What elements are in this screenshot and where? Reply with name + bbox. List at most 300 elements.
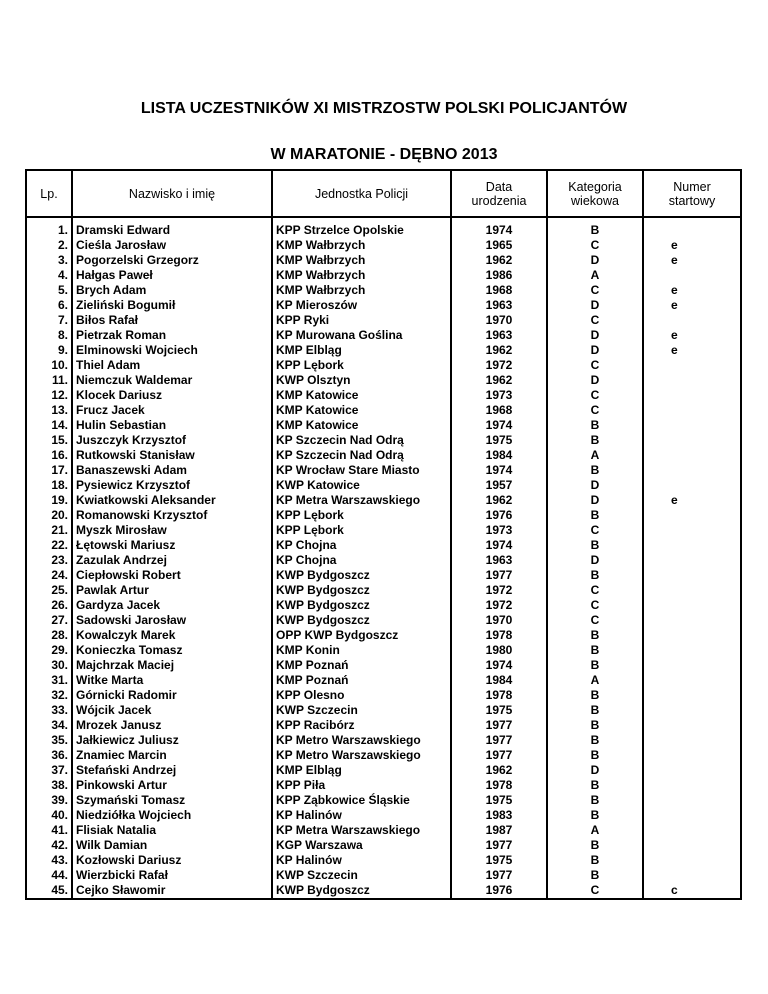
cell-category: A bbox=[547, 673, 643, 688]
cell-birth-year: 1974 bbox=[451, 217, 547, 238]
cell-unit: KPP Racibórz bbox=[272, 718, 451, 733]
cell-category: B bbox=[547, 778, 643, 793]
cell-category: B bbox=[547, 508, 643, 523]
cell-start-number bbox=[643, 703, 741, 718]
cell-lp: 5. bbox=[26, 283, 72, 298]
cell-unit: KMP Poznań bbox=[272, 658, 451, 673]
cell-name: Pogorzelski Grzegorz bbox=[72, 253, 272, 268]
cell-lp: 35. bbox=[26, 733, 72, 748]
cell-lp: 44. bbox=[26, 868, 72, 883]
cell-name: Jałkiewicz Juliusz bbox=[72, 733, 272, 748]
cell-name: Kwiatkowski Aleksander bbox=[72, 493, 272, 508]
cell-birth-year: 1974 bbox=[451, 463, 547, 478]
cell-name: Dramski Edward bbox=[72, 217, 272, 238]
cell-birth-year: 1970 bbox=[451, 313, 547, 328]
cell-birth-year: 1978 bbox=[451, 778, 547, 793]
cell-category: C bbox=[547, 283, 643, 298]
cell-unit: KWP Bydgoszcz bbox=[272, 883, 451, 899]
cell-birth-year: 1973 bbox=[451, 523, 547, 538]
cell-lp: 28. bbox=[26, 628, 72, 643]
cell-lp: 8. bbox=[26, 328, 72, 343]
table-row bbox=[26, 868, 741, 883]
cell-start-number bbox=[643, 553, 741, 568]
table-row bbox=[26, 673, 741, 688]
table-row bbox=[26, 388, 741, 403]
header-birth-year-line1: Data bbox=[485, 179, 513, 194]
cell-name: Rutkowski Stanisław bbox=[72, 448, 272, 463]
cell-start-number bbox=[643, 748, 741, 763]
cell-category: D bbox=[547, 298, 643, 313]
cell-lp: 45. bbox=[26, 883, 72, 899]
cell-category: B bbox=[547, 748, 643, 763]
cell-category: C bbox=[547, 388, 643, 403]
cell-name: Witke Marta bbox=[72, 673, 272, 688]
cell-birth-year: 1977 bbox=[451, 718, 547, 733]
cell-name: Wierzbicki Rafał bbox=[72, 868, 272, 883]
table-row bbox=[26, 463, 741, 478]
cell-category: D bbox=[547, 253, 643, 268]
cell-start-number bbox=[643, 418, 741, 433]
table-row bbox=[26, 508, 741, 523]
table-header-row bbox=[26, 170, 741, 217]
cell-lp: 24. bbox=[26, 568, 72, 583]
cell-name: Sadowski Jarosław bbox=[72, 613, 272, 628]
cell-birth-year: 1980 bbox=[451, 643, 547, 658]
cell-lp: 1. bbox=[26, 217, 72, 238]
cell-lp: 15. bbox=[26, 433, 72, 448]
cell-start-number bbox=[643, 433, 741, 448]
cell-unit: KWP Katowice bbox=[272, 478, 451, 493]
table-row bbox=[26, 238, 741, 253]
cell-name: Pietrzak Roman bbox=[72, 328, 272, 343]
cell-lp: 34. bbox=[26, 718, 72, 733]
cell-unit: KPP Piła bbox=[272, 778, 451, 793]
cell-lp: 30. bbox=[26, 658, 72, 673]
table-row bbox=[26, 718, 741, 733]
cell-unit: OPP KWP Bydgoszcz bbox=[272, 628, 451, 643]
cell-lp: 41. bbox=[26, 823, 72, 838]
cell-unit: KWP Szczecin bbox=[272, 868, 451, 883]
cell-birth-year: 1957 bbox=[451, 478, 547, 493]
cell-unit: KMP Katowice bbox=[272, 388, 451, 403]
cell-category: D bbox=[547, 478, 643, 493]
cell-category: C bbox=[547, 883, 643, 899]
cell-unit: KPP Lębork bbox=[272, 508, 451, 523]
cell-birth-year: 1968 bbox=[451, 403, 547, 418]
cell-birth-year: 1975 bbox=[451, 853, 547, 868]
cell-start-number bbox=[643, 733, 741, 748]
cell-birth-year: 1977 bbox=[451, 838, 547, 853]
cell-unit: KP Wrocław Stare Miasto bbox=[272, 463, 451, 478]
cell-lp: 37. bbox=[26, 763, 72, 778]
table-row bbox=[26, 433, 741, 448]
cell-birth-year: 1963 bbox=[451, 553, 547, 568]
cell-lp: 13. bbox=[26, 403, 72, 418]
cell-start-number: e bbox=[643, 253, 741, 268]
cell-start-number bbox=[643, 538, 741, 553]
cell-lp: 19. bbox=[26, 493, 72, 508]
cell-category: B bbox=[547, 463, 643, 478]
cell-birth-year: 1962 bbox=[451, 343, 547, 358]
cell-unit: KP Szczecin Nad Odrą bbox=[272, 448, 451, 463]
cell-birth-year: 1975 bbox=[451, 433, 547, 448]
cell-birth-year: 1978 bbox=[451, 688, 547, 703]
table-row bbox=[26, 853, 741, 868]
cell-category: C bbox=[547, 358, 643, 373]
table-row bbox=[26, 838, 741, 853]
cell-start-number bbox=[643, 643, 741, 658]
cell-name: Myszk Mirosław bbox=[72, 523, 272, 538]
cell-category: D bbox=[547, 328, 643, 343]
cell-start-number bbox=[643, 598, 741, 613]
cell-category: C bbox=[547, 313, 643, 328]
cell-lp: 2. bbox=[26, 238, 72, 253]
cell-name: Niemczuk Waldemar bbox=[72, 373, 272, 388]
table-row bbox=[26, 253, 741, 268]
header-unit: Jednostka Policji bbox=[272, 170, 451, 217]
cell-start-number bbox=[643, 688, 741, 703]
cell-birth-year: 1974 bbox=[451, 658, 547, 673]
cell-unit: KGP Warszawa bbox=[272, 838, 451, 853]
cell-unit: KMP Katowice bbox=[272, 403, 451, 418]
cell-start-number bbox=[643, 523, 741, 538]
cell-lp: 22. bbox=[26, 538, 72, 553]
table-row bbox=[26, 883, 741, 899]
cell-birth-year: 1975 bbox=[451, 703, 547, 718]
cell-lp: 9. bbox=[26, 343, 72, 358]
cell-name: Górnicki Radomir bbox=[72, 688, 272, 703]
cell-name: Juszczyk Krzysztof bbox=[72, 433, 272, 448]
table-row bbox=[26, 493, 741, 508]
table-row bbox=[26, 568, 741, 583]
cell-category: B bbox=[547, 688, 643, 703]
cell-unit: KP Chojna bbox=[272, 538, 451, 553]
cell-start-number bbox=[643, 373, 741, 388]
cell-birth-year: 1984 bbox=[451, 673, 547, 688]
cell-birth-year: 1963 bbox=[451, 328, 547, 343]
cell-birth-year: 1963 bbox=[451, 298, 547, 313]
cell-name: Wójcik Jacek bbox=[72, 703, 272, 718]
cell-birth-year: 1974 bbox=[451, 538, 547, 553]
cell-name: Romanowski Krzysztof bbox=[72, 508, 272, 523]
cell-unit: KP Szczecin Nad Odrą bbox=[272, 433, 451, 448]
cell-lp: 25. bbox=[26, 583, 72, 598]
cell-lp: 23. bbox=[26, 553, 72, 568]
cell-name: Majchrzak Maciej bbox=[72, 658, 272, 673]
cell-start-number: e bbox=[643, 238, 741, 253]
cell-start-number bbox=[643, 793, 741, 808]
table-row bbox=[26, 343, 741, 358]
cell-birth-year: 1977 bbox=[451, 748, 547, 763]
cell-start-number bbox=[643, 568, 741, 583]
table-row bbox=[26, 373, 741, 388]
table-row bbox=[26, 613, 741, 628]
cell-start-number bbox=[643, 508, 741, 523]
cell-name: Brych Adam bbox=[72, 283, 272, 298]
header-start-number-line1: Numer bbox=[673, 179, 711, 194]
cell-unit: KPP Ryki bbox=[272, 313, 451, 328]
cell-unit: KMP Wałbrzych bbox=[272, 268, 451, 283]
cell-start-number bbox=[643, 403, 741, 418]
cell-unit: KP Metra Warszawskiego bbox=[272, 493, 451, 508]
cell-start-number bbox=[643, 217, 741, 238]
table-row bbox=[26, 478, 741, 493]
table-row bbox=[26, 733, 741, 748]
cell-category: B bbox=[547, 538, 643, 553]
cell-birth-year: 1972 bbox=[451, 583, 547, 598]
cell-unit: KMP Wałbrzych bbox=[272, 283, 451, 298]
cell-start-number bbox=[643, 628, 741, 643]
cell-category: B bbox=[547, 568, 643, 583]
cell-unit: KP Metro Warszawskiego bbox=[272, 733, 451, 748]
cell-birth-year: 1970 bbox=[451, 613, 547, 628]
cell-category: D bbox=[547, 373, 643, 388]
cell-birth-year: 1977 bbox=[451, 733, 547, 748]
cell-category: B bbox=[547, 628, 643, 643]
participants-table bbox=[25, 169, 742, 900]
cell-unit: KWP Szczecin bbox=[272, 703, 451, 718]
cell-birth-year: 1977 bbox=[451, 868, 547, 883]
cell-lp: 6. bbox=[26, 298, 72, 313]
cell-unit: KWP Bydgoszcz bbox=[272, 583, 451, 598]
cell-name: Pysiewicz Krzysztof bbox=[72, 478, 272, 493]
cell-category: A bbox=[547, 268, 643, 283]
cell-category: B bbox=[547, 868, 643, 883]
table-row bbox=[26, 748, 741, 763]
table-row bbox=[26, 778, 741, 793]
cell-unit: KMP Elbląg bbox=[272, 343, 451, 358]
cell-lp: 21. bbox=[26, 523, 72, 538]
cell-start-number: e bbox=[643, 283, 741, 298]
cell-unit: KP Metra Warszawskiego bbox=[272, 823, 451, 838]
cell-unit: KP Halinów bbox=[272, 808, 451, 823]
cell-lp: 29. bbox=[26, 643, 72, 658]
cell-unit: KPP Olesno bbox=[272, 688, 451, 703]
cell-unit: KPP Ząbkowice Śląskie bbox=[272, 793, 451, 808]
table-row bbox=[26, 298, 741, 313]
cell-name: Niedziółka Wojciech bbox=[72, 808, 272, 823]
cell-start-number bbox=[643, 478, 741, 493]
cell-name: Pawlak Artur bbox=[72, 583, 272, 598]
cell-name: Banaszewski Adam bbox=[72, 463, 272, 478]
cell-start-number: e bbox=[643, 298, 741, 313]
cell-birth-year: 1976 bbox=[451, 883, 547, 899]
cell-lp: 31. bbox=[26, 673, 72, 688]
cell-unit: KMP Elbląg bbox=[272, 763, 451, 778]
cell-name: Szymański Tomasz bbox=[72, 793, 272, 808]
header-birth-year bbox=[451, 170, 547, 217]
cell-birth-year: 1977 bbox=[451, 568, 547, 583]
table-row bbox=[26, 643, 741, 658]
cell-name: Kozłowski Dariusz bbox=[72, 853, 272, 868]
cell-start-number bbox=[643, 388, 741, 403]
cell-start-number: c bbox=[643, 883, 741, 899]
cell-start-number bbox=[643, 808, 741, 823]
cell-category: D bbox=[547, 343, 643, 358]
cell-start-number bbox=[643, 313, 741, 328]
cell-name: Hulin Sebastian bbox=[72, 418, 272, 433]
cell-birth-year: 1976 bbox=[451, 508, 547, 523]
table-row bbox=[26, 583, 741, 598]
header-category-line1: Kategoria bbox=[568, 179, 622, 194]
header-name: Nazwisko i imię bbox=[72, 170, 272, 217]
table-row bbox=[26, 808, 741, 823]
cell-name: Thiel Adam bbox=[72, 358, 272, 373]
cell-category: C bbox=[547, 403, 643, 418]
cell-category: B bbox=[547, 853, 643, 868]
table-row bbox=[26, 763, 741, 778]
cell-category: D bbox=[547, 553, 643, 568]
table-row bbox=[26, 688, 741, 703]
cell-category: B bbox=[547, 838, 643, 853]
cell-start-number bbox=[643, 763, 741, 778]
cell-name: Pinkowski Artur bbox=[72, 778, 272, 793]
cell-category: B bbox=[547, 703, 643, 718]
cell-category: B bbox=[547, 793, 643, 808]
cell-birth-year: 1984 bbox=[451, 448, 547, 463]
cell-lp: 42. bbox=[26, 838, 72, 853]
cell-category: A bbox=[547, 448, 643, 463]
cell-lp: 40. bbox=[26, 808, 72, 823]
cell-category: B bbox=[547, 733, 643, 748]
cell-lp: 43. bbox=[26, 853, 72, 868]
cell-name: Ciepłowski Robert bbox=[72, 568, 272, 583]
cell-birth-year: 1974 bbox=[451, 418, 547, 433]
cell-category: B bbox=[547, 433, 643, 448]
table-row bbox=[26, 418, 741, 433]
cell-lp: 38. bbox=[26, 778, 72, 793]
table-row bbox=[26, 448, 741, 463]
cell-name: Cejko Sławomir bbox=[72, 883, 272, 899]
table-row bbox=[26, 523, 741, 538]
cell-unit: KMP Konin bbox=[272, 643, 451, 658]
cell-start-number bbox=[643, 838, 741, 853]
table-row bbox=[26, 403, 741, 418]
cell-unit: KPP Strzelce Opolskie bbox=[272, 217, 451, 238]
cell-start-number bbox=[643, 358, 741, 373]
header-start-number-line2: startowy bbox=[668, 193, 716, 208]
cell-category: B bbox=[547, 643, 643, 658]
cell-birth-year: 1978 bbox=[451, 628, 547, 643]
cell-name: Elminowski Wojciech bbox=[72, 343, 272, 358]
cell-category: C bbox=[547, 598, 643, 613]
cell-birth-year: 1962 bbox=[451, 763, 547, 778]
cell-category: C bbox=[547, 238, 643, 253]
cell-start-number bbox=[643, 778, 741, 793]
table-row bbox=[26, 703, 741, 718]
cell-lp: 16. bbox=[26, 448, 72, 463]
cell-name: Cieśla Jarosław bbox=[72, 238, 272, 253]
cell-start-number bbox=[643, 268, 741, 283]
cell-name: Kowalczyk Marek bbox=[72, 628, 272, 643]
cell-name: Łętowski Mariusz bbox=[72, 538, 272, 553]
cell-lp: 7. bbox=[26, 313, 72, 328]
cell-birth-year: 1965 bbox=[451, 238, 547, 253]
table-row bbox=[26, 793, 741, 808]
cell-start-number: e bbox=[643, 493, 741, 508]
table-row bbox=[26, 328, 741, 343]
table-row bbox=[26, 553, 741, 568]
cell-birth-year: 1968 bbox=[451, 283, 547, 298]
cell-lp: 18. bbox=[26, 478, 72, 493]
cell-start-number bbox=[643, 658, 741, 673]
cell-start-number: e bbox=[643, 343, 741, 358]
cell-name: Flisiak Natalia bbox=[72, 823, 272, 838]
cell-birth-year: 1973 bbox=[451, 388, 547, 403]
document-title: LISTA UCZESTNIKÓW XI MISTRZOSTW POLSKI POLICJANTÓW bbox=[140, 100, 628, 117]
cell-unit: KMP Wałbrzych bbox=[272, 238, 451, 253]
cell-category: D bbox=[547, 493, 643, 508]
cell-category: A bbox=[547, 823, 643, 838]
table-row bbox=[26, 217, 741, 238]
cell-birth-year: 1987 bbox=[451, 823, 547, 838]
cell-unit: KWP Bydgoszcz bbox=[272, 568, 451, 583]
cell-start-number: e bbox=[643, 328, 741, 343]
cell-unit: KMP Katowice bbox=[272, 418, 451, 433]
cell-lp: 4. bbox=[26, 268, 72, 283]
table-row bbox=[26, 823, 741, 838]
header-birth-year-line2: urodzenia bbox=[471, 193, 527, 208]
cell-unit: KWP Bydgoszcz bbox=[272, 598, 451, 613]
cell-unit: KMP Wałbrzych bbox=[272, 253, 451, 268]
cell-name: Gardyza Jacek bbox=[72, 598, 272, 613]
cell-lp: 27. bbox=[26, 613, 72, 628]
table-row bbox=[26, 628, 741, 643]
cell-start-number bbox=[643, 613, 741, 628]
cell-birth-year: 1975 bbox=[451, 793, 547, 808]
cell-category: C bbox=[547, 613, 643, 628]
cell-name: Frucz Jacek bbox=[72, 403, 272, 418]
cell-start-number bbox=[643, 463, 741, 478]
cell-unit: KP Mieroszów bbox=[272, 298, 451, 313]
header-lp: Lp. bbox=[26, 170, 72, 217]
cell-lp: 11. bbox=[26, 373, 72, 388]
cell-lp: 36. bbox=[26, 748, 72, 763]
cell-name: Znamiec Marcin bbox=[72, 748, 272, 763]
cell-birth-year: 1986 bbox=[451, 268, 547, 283]
cell-name: Stefański Andrzej bbox=[72, 763, 272, 778]
cell-category: C bbox=[547, 583, 643, 598]
table-row bbox=[26, 268, 741, 283]
cell-unit: KP Chojna bbox=[272, 553, 451, 568]
cell-name: Hałgas Paweł bbox=[72, 268, 272, 283]
cell-birth-year: 1962 bbox=[451, 373, 547, 388]
header-start-number bbox=[643, 170, 741, 217]
cell-category: B bbox=[547, 808, 643, 823]
cell-category: C bbox=[547, 523, 643, 538]
cell-name: Mrozek Janusz bbox=[72, 718, 272, 733]
cell-unit: KWP Bydgoszcz bbox=[272, 613, 451, 628]
header-category bbox=[547, 170, 643, 217]
cell-lp: 12. bbox=[26, 388, 72, 403]
cell-unit: KMP Poznań bbox=[272, 673, 451, 688]
cell-lp: 3. bbox=[26, 253, 72, 268]
table-row bbox=[26, 313, 741, 328]
cell-name: Zieliński Bogumił bbox=[72, 298, 272, 313]
cell-start-number bbox=[643, 868, 741, 883]
cell-lp: 26. bbox=[26, 598, 72, 613]
table-row bbox=[26, 283, 741, 298]
cell-start-number bbox=[643, 718, 741, 733]
cell-category: B bbox=[547, 718, 643, 733]
cell-lp: 10. bbox=[26, 358, 72, 373]
cell-category: B bbox=[547, 658, 643, 673]
cell-birth-year: 1962 bbox=[451, 493, 547, 508]
cell-category: D bbox=[547, 763, 643, 778]
cell-unit: KP Halinów bbox=[272, 853, 451, 868]
cell-start-number bbox=[643, 853, 741, 868]
cell-lp: 33. bbox=[26, 703, 72, 718]
